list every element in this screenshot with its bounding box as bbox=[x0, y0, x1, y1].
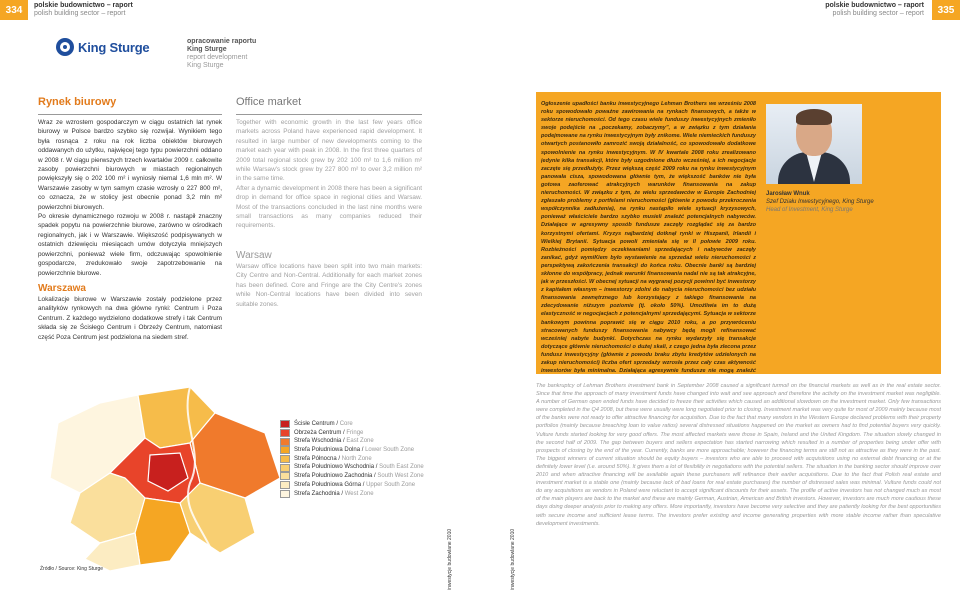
legend-label-en: Core bbox=[339, 421, 353, 427]
credit-pl-label: opracowanie raportu bbox=[187, 38, 257, 45]
credit-en-label: report development bbox=[187, 54, 248, 61]
polish-column bbox=[38, 118, 222, 342]
legend-separator: / bbox=[374, 464, 380, 471]
interview-text-en: The bankruptcy of Lehman Brothers investment bank in September 2008 caused a significant turmoil on the financial markets as well as in the real estate sector. Since that time the approach of many investment funds have changed into wait and see approach and therefore the activity on the investment market was negligible. A number of German open ended funds have decided to freeze their activities which caused an additional slowdown on the investment market. Only few transactions were completed in the Q4 2008, but these were usually were long negotiated prior to closing. Investment market was very quite for most of 2009 mainly because most of the banks were not ready to offer attractive financing for acquisition. Due to the fact that many vendors in the Western Europe declared problems with their property portfolios (mainly because breaching loan to value ratios) several distressed situations happened on the market as owners had to find potential buyers very quickly. Vulture funds started looking for very good offers. The most affected markets were those in Spain, Ireland and the United Kingdom. The situation slowly changed in the second half of 2009. The gap between buyers and sellers expectation has started narrowing which resulted in a number of properties being under offer with prospects of closing by the end of the year. Currently, banks are more approachable; however the financing terms are still not as attractive as they were in the past. The biggest winners of current situation should be equity buyers – investors who are able to proceed with acquisitions using no external debt financing or at the definitely lower level (i.e. around 50%). It gives them a lot of flexibility in negotiations with the potential sellers. The situation in the banking sector should improve over 2010 and when attractive financing will be available again these purchasers will refinance their earlier acquisitions. Due to the fact that Polish real estate and investment market is a stable one (mainly because lack of bad loans for real estate purchases) the number of distressed sales was minimal. Vulture funds could not do any acquisitions as vendors in Poland were reluctant to accept significant discounts for their assets. The profile of active investors has not changed much as most of the main players are back to the market and these are mainly German, Austrian, American and British investors. However, investors are much more cautious these days doing deeper analysis prior to making any offers. More importantly, investors have become very selective and they are patiently looking for the best opportunities with secure income and sufficient lease terms. The investors prefer existing and income generating properties with more stable income rather than speculative development investments. bbox=[536, 383, 941, 527]
legend-label-pl: Obrzeża Centrum bbox=[294, 429, 342, 436]
map-source: Źródło / Source: King Sturge bbox=[40, 566, 104, 572]
legend-label-pl: Strefa Południowa Górna bbox=[294, 481, 362, 488]
legend-swatch bbox=[280, 490, 290, 498]
portrait-hair bbox=[796, 109, 832, 125]
legend-swatch bbox=[280, 429, 290, 437]
legend-swatch bbox=[280, 472, 290, 480]
legend-separator: / bbox=[341, 429, 347, 436]
legend-label-pl: Strefa Wschodnia bbox=[294, 438, 342, 445]
legend-label-pl: Ścisłe Centrum bbox=[294, 421, 335, 427]
portrait-caption bbox=[766, 190, 874, 214]
legend-label-en: Upper South Zone bbox=[366, 481, 416, 488]
vertical-footer-left: inwestycje budowlane 2010 bbox=[447, 528, 453, 590]
report-credit bbox=[187, 38, 256, 70]
legend-item bbox=[280, 420, 424, 429]
legend-separator: / bbox=[336, 455, 342, 462]
legend-label-en: East Zone bbox=[346, 438, 374, 445]
legend-item bbox=[280, 472, 424, 481]
en-subheading-warsaw: Warsaw bbox=[236, 249, 272, 261]
header-title-en-right: polish building sector – report bbox=[832, 10, 924, 17]
portrait-photo bbox=[766, 104, 862, 184]
logo-text: King Sturge bbox=[78, 39, 150, 55]
credit-pl-name: King Sturge bbox=[187, 46, 227, 53]
pl-subheading-warszawa: Warszawa bbox=[38, 282, 86, 294]
vertical-footer-right: inwestycje budowlane 2010 bbox=[510, 528, 516, 590]
king-sturge-logo bbox=[56, 38, 181, 56]
en-paragraph-3: Warsaw office locations have been split into two main markets: City Centre and Non-Central. Additionally for each market zones has been defined. Core and Fringe are the City Centre's zones while Non-Central locations have been divided into seven suitable zones. bbox=[236, 262, 422, 308]
legend-separator: / bbox=[361, 481, 367, 488]
legend-label-pl: Strefa Południowo Zachodnia bbox=[294, 473, 373, 480]
legend-swatch bbox=[280, 438, 290, 446]
header-title-pl-left: polskie budownictwo – raport bbox=[34, 2, 133, 9]
legend-item bbox=[280, 481, 424, 490]
pl-paragraph-1: Wraz ze wzrostem gospodarczym w ciągu ostatnich lat rynek biurowy w Polsce bardzo szybko się rozwijał. Wynikiem tego była rosnąca z roku na rok liczba obiektów biurowych oddawanych do użytku, najwięcej tego typu powierzchni oddano w 2008 r. W ciągu pierwszych trzech kwartałów 2009 r. całkowite zasoby powierzchni biurowych w miastach regionalnych powiększyły się o 202 100 m² i wyniosły niemal 1,6 mln m². W Warszawie zasoby w tym samym czasie wzrosły o 227 800 m², co oznacza, że w stolicy jest obecnie ponad 3,2 mln m² powierzchni biurowych. bbox=[38, 119, 222, 211]
legend-separator: / bbox=[334, 421, 340, 427]
legend-label-pl: Strefa Zachodnia bbox=[294, 490, 340, 497]
legend-label-en: South East Zone bbox=[379, 464, 424, 471]
legend-label-en: North Zone bbox=[341, 455, 372, 462]
en-paragraph-1: Together with economic growth in the last few years office markets across Poland have experienced rapid development. It resulted in large number of new developments coming to the market each year with peak in 2008. In the first three quarters of 2009 total regional stock grew by 202 100 m² to 1,6 million m² while Warsaw's stock grew by 227 800 m² to over 3,2 million m² in the same time. bbox=[236, 119, 422, 183]
legend-item bbox=[280, 455, 424, 464]
section-title-en-text: Office market bbox=[236, 96, 302, 108]
legend-swatch bbox=[280, 455, 290, 463]
legend-separator: / bbox=[360, 447, 366, 454]
legend-label-pl: Strefa Południowo Wschodnia bbox=[294, 464, 375, 471]
legend-label-pl: Strefa Południowa Dolna bbox=[294, 447, 361, 454]
interview-text-pl: Ogłoszenie upadłości banku inwestycyjnego Lehman Brothers we wrześniu 2008 roku spowodowało poważne zawirowania na rynkach finansowych, a także w sektorze nieruchomości. Od tego czasu wiele funduszy inwestycyjnych zmieniło swoje podejście na „poczekamy, zobaczymy”, a w związku z tym działania podejmowane na rynku inwestycyjnym były znikome. Wiele niemieckich funduszy otwartych postanowiło zamrozić swoją działalność, co spowodowało dodatkowe spowolnienie na rynku inwestycyjnym. W IV kwartale 2008 roku zrealizowano jedynie kilka transakcji, które były uzgodnione dłużo wcześniej, a ich negocjacje zaczęte się przedłużyły. Przez większą część 2009 roku na rynku inwestycyjnym panowała cisza, spowodowana głównie tym, że większość banków nie była gotowa zaoferować atrakcyjnych warunków finansowania na zakup nieruchomości. W związku z tym, że wielu sprzedawców w Europie Zachodniej zgłaszało problemy z portfelami nieruchomości (głównie z powodu przekroczenia współczynnika zadłużenia), na rynku nastąpiło wiele sytuacji kryzysowych, ponieważ właściciele bardzo szybko musieli znaleźć potencjalnych nabywców. Działające w agresywny sposób fundusze zaczęły rozglądać się za bardzo korzystnymi ofertami. Kryzys najbardziej dotknął rynki w Hiszpanii, Irlandii i Wielkiej Brytanii. Sytuacja powoli zmieniała się w II połowie 2009 roku. Rozbieżności pomiędzy oczekiwaniami sprzedających i nabywców zaczęły zanikać, gdyż wymiKiem było wystawienie na sprzedaż wielu nieruchomości z perspektywą zakończenia transakcji do końca roku. Obecnie banki są bardziej skłonne do współpracy, jednak warunki finansowania nadal nie są tak atrakcyjne, jak w przeszłości. W obecnej sytuacji na wygranej pozycji powinni być inwestorzy z kapitałem własnym – inwestorzy zdolni do nabycia nieruchomości bez udziału finansowania zewnętrznego lub korzystający z takiego finansowania na zdecydowanie niższym poziomie (tj. około 50%). Umożliwia im to dużą elastyczność w negocjacjach z potencjalnymi sprzedającymi. Sytuacja w sektorze bankowym powinna poprawić się w ciągu 2010 roku, a po przywróceniu stracowanych funduszy finansowania nabywcy będą mogli refinansować wcześniej nabyte budynki. Dotychczas na rynku wydarzyły się transakcje dotyczące głównie nieruchomości o dużej skali, z czego jedna była zlecona przez fundusz inwestycyjny (głównie z powodu braku zbytu kredytów udzielonych na zakup nieruchomości) liczba ofert sprzedaży wzrosła przez cały czas aktywność inwestorów była minimalna. Działająca agresywnie fundusze nie mogą znaleźć bbox=[541, 101, 756, 374]
header-title-en-left: polish building sector – report bbox=[34, 10, 126, 17]
legend-item bbox=[280, 437, 424, 446]
section-title-en bbox=[236, 92, 422, 115]
section-title-pl-text: Rynek biurowy bbox=[38, 96, 117, 108]
legend-item bbox=[280, 446, 424, 455]
page-number-left: 334 bbox=[0, 0, 28, 20]
legend-item bbox=[280, 463, 424, 472]
legend-label-en: Lower South Zone bbox=[365, 447, 415, 454]
legend-label-en: South West Zone bbox=[377, 473, 424, 480]
logo-mark-icon bbox=[56, 38, 74, 56]
legend-swatch bbox=[280, 464, 290, 472]
interviewee-role-pl: Szef Działu Inwestycyjnego, King Sturge bbox=[766, 199, 874, 205]
legend-item bbox=[280, 490, 424, 499]
legend-separator: / bbox=[339, 490, 345, 497]
legend-swatch bbox=[280, 446, 290, 454]
english-column bbox=[236, 118, 422, 309]
legend-swatch bbox=[280, 420, 290, 428]
pl-paragraph-2: Po okresie dynamicznego rozwoju w 2008 r. nastąpił znaczny spadek popytu na powierzchnie biurowe, zarówno w ośrodkach regionalnych, jak i w Warszawie. Większość podpisywanych w ostatnich dziewięciu miesiącach umów dotyczyła mniejszych powierzchni, ponieważ wiele firm, odczuwając spowolnienie gospodarcze, zredukowało swoje zapotrzebowanie na powierzchnie biurowe. bbox=[38, 213, 222, 277]
legend-separator: / bbox=[372, 473, 378, 480]
header-title-pl-right: polskie budownictwo – raport bbox=[825, 2, 924, 9]
page-number-right: 335 bbox=[932, 0, 960, 20]
legend-swatch bbox=[280, 481, 290, 489]
warsaw-office-zones-map bbox=[40, 383, 285, 573]
legend-item bbox=[280, 429, 424, 438]
interviewee-role-en: Head of Investment, King Sturge bbox=[766, 207, 853, 213]
credit-en-name: King Sturge bbox=[187, 62, 224, 69]
legend-label-en: Fringe bbox=[346, 429, 364, 436]
en-paragraph-2: After a dynamic development in 2008 there has been a significant drop in demand for office space in regional cities and Warsaw. Most of the transactions concluded in the last nine months were small transactions as many companies reduced their requirements. bbox=[236, 184, 422, 230]
interviewee-name: Jarosław Wnuk bbox=[766, 191, 810, 197]
map-legend bbox=[280, 420, 424, 498]
section-title-pl bbox=[38, 92, 222, 115]
legend-label-pl: Strefa Północna bbox=[294, 455, 337, 462]
legend-label-en: West Zone bbox=[344, 490, 374, 497]
legend-separator: / bbox=[341, 438, 347, 445]
pl-paragraph-3: Lokalizacje biurowe w Warszawie zostały podzielone przez analityków rynkowych na dwa główne rynki: Centrum i Poza Centrum. Z każdego wydzielono dodatkowe strefy i tak Centrum składa się ze Ścisłego Centrum i Obrzeży Centrum, natomiast część Poza Centrum jest podzielona na siedem stref. bbox=[38, 295, 222, 341]
